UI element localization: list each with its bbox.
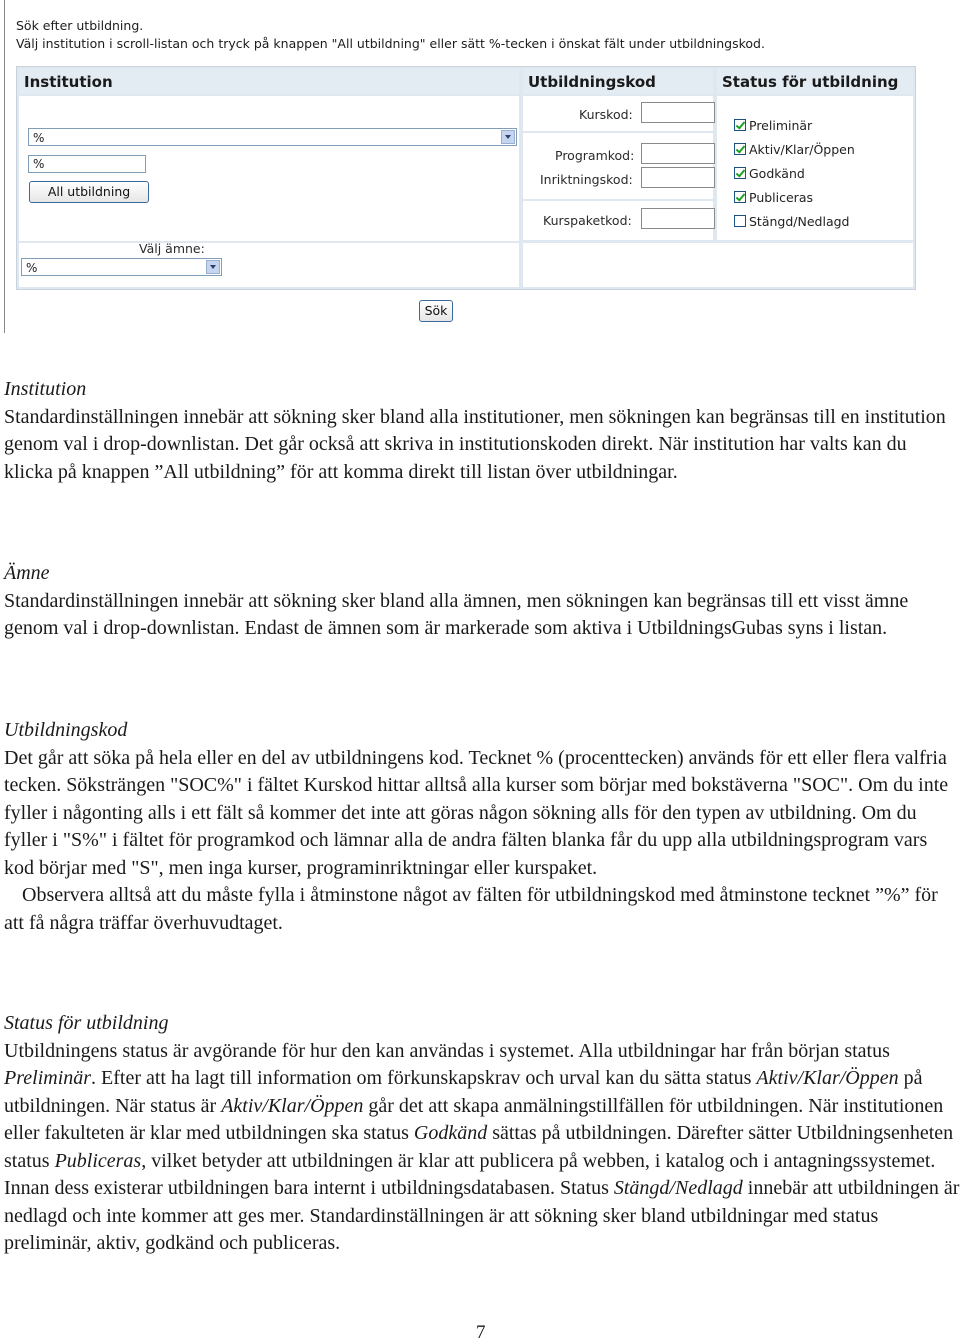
institution-header-panel bbox=[19, 69, 519, 94]
institution-select[interactable] bbox=[28, 128, 517, 146]
search-form: Sök efter utbildning. Välj institution i scroll-listan och tryck på knappen "All utbildning" eller sätt %-tecken i önskat fält under utbildningskod. Institution Utbildningskod Status för utbildning % % All utbildning Välj ämne: % Kurskod: Programkod: Inriktningskod: Kurspaketkod: Preliminär Aktiv/Klar/Öppen Godkänd Publiceras Stängd/Nedlagd Sök bbox=[0, 0, 960, 335]
checkbox-checked-icon[interactable] bbox=[734, 167, 746, 179]
status-text: Utbildningens status är avgörande för hur den kan användas i systemet. Alla utbildningar har från början status Preliminär. Efter att ha lagt till information om förkunskapskrav och urval kan du sätta status Aktiv/Klar/Öppen på utbildningen. När status är Aktiv/Klar/Öppen går det att skapa anmälningstillfällen för utbildningen. När institutionen eller fakulteten är klar med utbildningen ska status Godkänd sättas på utbildningen. Därefter sätter Utbildningsenheten status Publiceras, vilket betyder att utbildningen är klar att publicera på webben, i katalog och i antagningssystemet. Innan dess existerar utbildningen bara internt i utbildningsdatabasen. Status Stängd/Nedlagd innebär att utbildningen är nedlagd och inte kommer att ges mer. Standardinställningen är att sökning sker bland utbildningar med status preliminär, aktiv, godkänd och publiceras. bbox=[4, 1039, 960, 1254]
amne-section bbox=[4, 560, 960, 643]
amne-heading: Ämne bbox=[4, 562, 50, 584]
kurskod-input[interactable] bbox=[641, 102, 715, 123]
status-header-panel bbox=[717, 69, 913, 94]
amne-text: Standardinställningen innebär att sökning sker bland alla ämnen, men sökningen kan begränsas till ett visst ämne genom val i drop-downlistan. Endast de ämnen som är markerade som aktiva i UtbildningsGubas syns i listan. bbox=[4, 589, 909, 639]
checkbox-checked-icon[interactable] bbox=[734, 143, 746, 155]
institution-heading: Institution bbox=[4, 378, 87, 400]
amne-select-value: % bbox=[26, 261, 38, 275]
form-title: Sök efter utbildning. bbox=[16, 18, 144, 33]
kurskod-label: Kurskod: bbox=[579, 107, 633, 122]
chevron-down-icon[interactable] bbox=[501, 130, 515, 144]
kurspaketkod-label: Kurspaketkod: bbox=[543, 213, 632, 228]
institution-section bbox=[4, 376, 960, 486]
amne-label: Välj ämne: bbox=[139, 241, 205, 256]
inriktningskod-input[interactable] bbox=[641, 167, 715, 188]
left-border bbox=[4, 0, 5, 333]
utbildningskod-note: Observera alltså att du måste fylla i åtminstone något av fälten för utbildningskod med åtminstone tecknet ”%” för att få några träffar överhuvudtaget. bbox=[4, 884, 938, 934]
status-section bbox=[4, 1010, 960, 1258]
chevron-down-icon[interactable] bbox=[206, 260, 220, 274]
amne-select[interactable] bbox=[21, 258, 222, 276]
page-number: 7 bbox=[476, 1322, 486, 1343]
checkbox-checked-icon[interactable] bbox=[734, 119, 746, 131]
empty-panel bbox=[523, 243, 913, 287]
all-utbildning-button[interactable]: All utbildning bbox=[29, 181, 149, 203]
programkod-label: Programkod: bbox=[555, 148, 635, 163]
programkod-input[interactable] bbox=[641, 143, 715, 164]
institution-select-value: % bbox=[33, 131, 45, 145]
status-header: Status för utbildning bbox=[717, 69, 913, 94]
search-button[interactable]: Sök bbox=[419, 300, 453, 322]
kod-header-panel bbox=[523, 69, 713, 94]
institution-text: Standardinställningen innebär att sökning sker bland alla institutioner, men sökningen kan begränsas till en institution genom val i drop-downlistan. Det går också att skriva in institutionskoden direkt. När institution har valts kan du klicka på knappen ”All utbildning” för att komma direkt till listan över utbildningar. bbox=[4, 405, 946, 483]
status-heading: Status för utbildning bbox=[4, 1012, 169, 1034]
utbildningskod-section bbox=[4, 717, 960, 937]
institution-code-input[interactable]: % bbox=[28, 155, 146, 173]
checkbox-checked-icon[interactable] bbox=[734, 191, 746, 203]
utbildningskod-text: Det går att söka på hela eller en del av utbildningens kod. Tecknet % (procenttecken) används för ett eller flera valfria tecken. Söksträngen "SOC%" i fältet Kurskod hittar alltså alla kurser som börjar med bokstäverna "SOC". Om du inte fyller i någonting alls i ett fält så kommer det inte att göras någon sökning alls för den typen av utbildning. Om du fyller i "S%" i fältet för programkod och lämnar alla de andra fälten blanka får du upp alla utbildningsprogram vars kod börjar med "S", men inga kurser, programinriktningar eller kurspaket. bbox=[4, 746, 949, 879]
form-instruction: Välj institution i scroll-listan och tryck på knappen "All utbildning" eller sätt %-tecken i önskat fält under utbildningskod. bbox=[16, 36, 765, 51]
kurspaketkod-input[interactable] bbox=[641, 208, 715, 229]
utbildningskod-header: Utbildningskod bbox=[523, 69, 713, 94]
utbildningskod-heading: Utbildningskod bbox=[4, 719, 128, 741]
checkbox-unchecked-icon[interactable] bbox=[734, 215, 746, 227]
inriktningskod-label: Inriktningskod: bbox=[540, 172, 633, 187]
institution-header: Institution bbox=[19, 69, 519, 94]
